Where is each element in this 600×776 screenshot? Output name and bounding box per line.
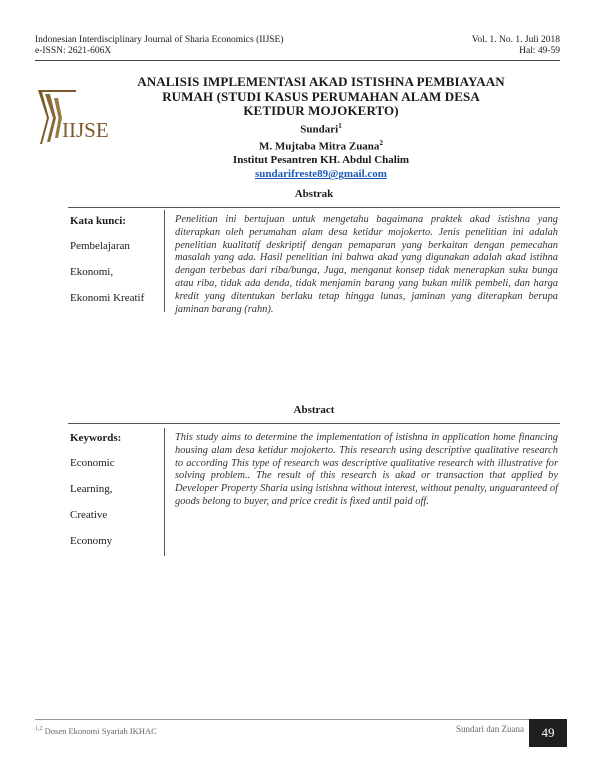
institution: Institut Pesantren KH. Abdul Chalim (232, 153, 410, 166)
abstrak-text: Penelitian ini bertujuan untuk mengetahu bagaimana praktek akad istishna yang diterapkan oleh perumahan alam desa ketidur mojokerto. Jenis penelitian ini adalah penelitian kualitatif deskriptif dengan pemaparan yang berkaitan dengan pemecahan masalah yang ada. Hasil penelitian ini bahwa akad yang digunakan adalah akad istihna dengan terbebas dari riba/bunga, Juga, menganut konsep tidak menerapkan suku bunga atau riba, tidak ada denda, tidak menjamin barang yang bukan milik pembeli, dan harga kredit yang ditentukan berlaku tetap hingga lunas, jaminan yang diterapkan berupa jaminan barang (rahn). (175, 214, 558, 315)
keywords-block (70, 432, 158, 561)
journal-volume: Vol. 1. No. 1. Juli 2018 (471, 35, 560, 45)
title-line: RUMAH (STUDI KASUS PERUMAHAN ALAM DESA (162, 88, 480, 104)
header-divider (35, 60, 560, 61)
kata-kunci-label: Kata kunci: (70, 215, 126, 227)
keyword: Economic (70, 457, 115, 469)
journal-pages: Hal: 49-59 (519, 46, 560, 56)
kata-kunci-block (70, 215, 158, 318)
author-1 (122, 120, 520, 137)
author-2-sup: 2 (379, 138, 383, 147)
keyword: Ekonomi Kreatif (70, 292, 145, 304)
abstrak-divider (164, 210, 165, 312)
page-number: 49 (529, 719, 567, 747)
article-title-block (122, 75, 520, 181)
footnote-text: Dosen Ekonomi Syariah IKHAC (44, 726, 157, 736)
author-email-link[interactable]: sundarifreste89@gmail.com (255, 168, 387, 181)
keywords-label: Keywords: (70, 432, 122, 444)
keyword: Pembelajaran (70, 240, 130, 252)
keyword: Learning, (70, 483, 113, 495)
author-list (122, 120, 520, 168)
logo-text: IIJSE (62, 118, 109, 142)
author-2-name: M. Mujtaba Mitra Zuana (259, 140, 380, 153)
abstrak-heading: Abstrak (294, 188, 334, 200)
journal-header (35, 35, 284, 57)
footnote-marker: 1,2 (35, 726, 43, 733)
title-line: ANALISIS IMPLEMENTASI AKAD ISTISHNA PEMBIAYAAN (137, 74, 505, 89)
keyword: Economy (70, 535, 113, 547)
author-1-sup: 1 (338, 121, 342, 130)
keyword: Ekonomi, (70, 266, 114, 278)
journal-issn: e-ISSN: 2621-606X (35, 46, 112, 56)
keyword: Creative (70, 509, 108, 521)
abstract-heading: Abstract (293, 404, 335, 416)
article-title (122, 75, 520, 119)
abstract-text: This study aims to determine the implementation of istishna in application home financing housing alam desa ketidur mojokerto. This research using descriptive qualitative research to according This type of research was descriptive qualitative research with illustrative for solving problem.. The result of this research is akad or transaction that applied by Developer Property Sharia using istishna without interest, without penalty, unguaranteed of goods belong to buyer, and price credit is fixed until paid off. (175, 432, 558, 507)
abstract-divider (164, 428, 165, 556)
issue-header (472, 35, 560, 57)
footer-authors: Sundari dan Zuana (456, 724, 524, 734)
journal-name: Indonesian Interdisciplinary Journal of Sharia Economics (IIJSE) (35, 35, 284, 45)
abstrak-top-rule (68, 207, 560, 208)
footer-divider (35, 719, 555, 720)
abstract-top-rule (68, 423, 560, 424)
footnote (35, 726, 157, 736)
author-2 (122, 137, 520, 154)
title-line: KETIDUR MOJOKERTO) (243, 103, 399, 118)
author-1-name: Sundari (300, 123, 339, 136)
iijse-logo (36, 88, 120, 148)
